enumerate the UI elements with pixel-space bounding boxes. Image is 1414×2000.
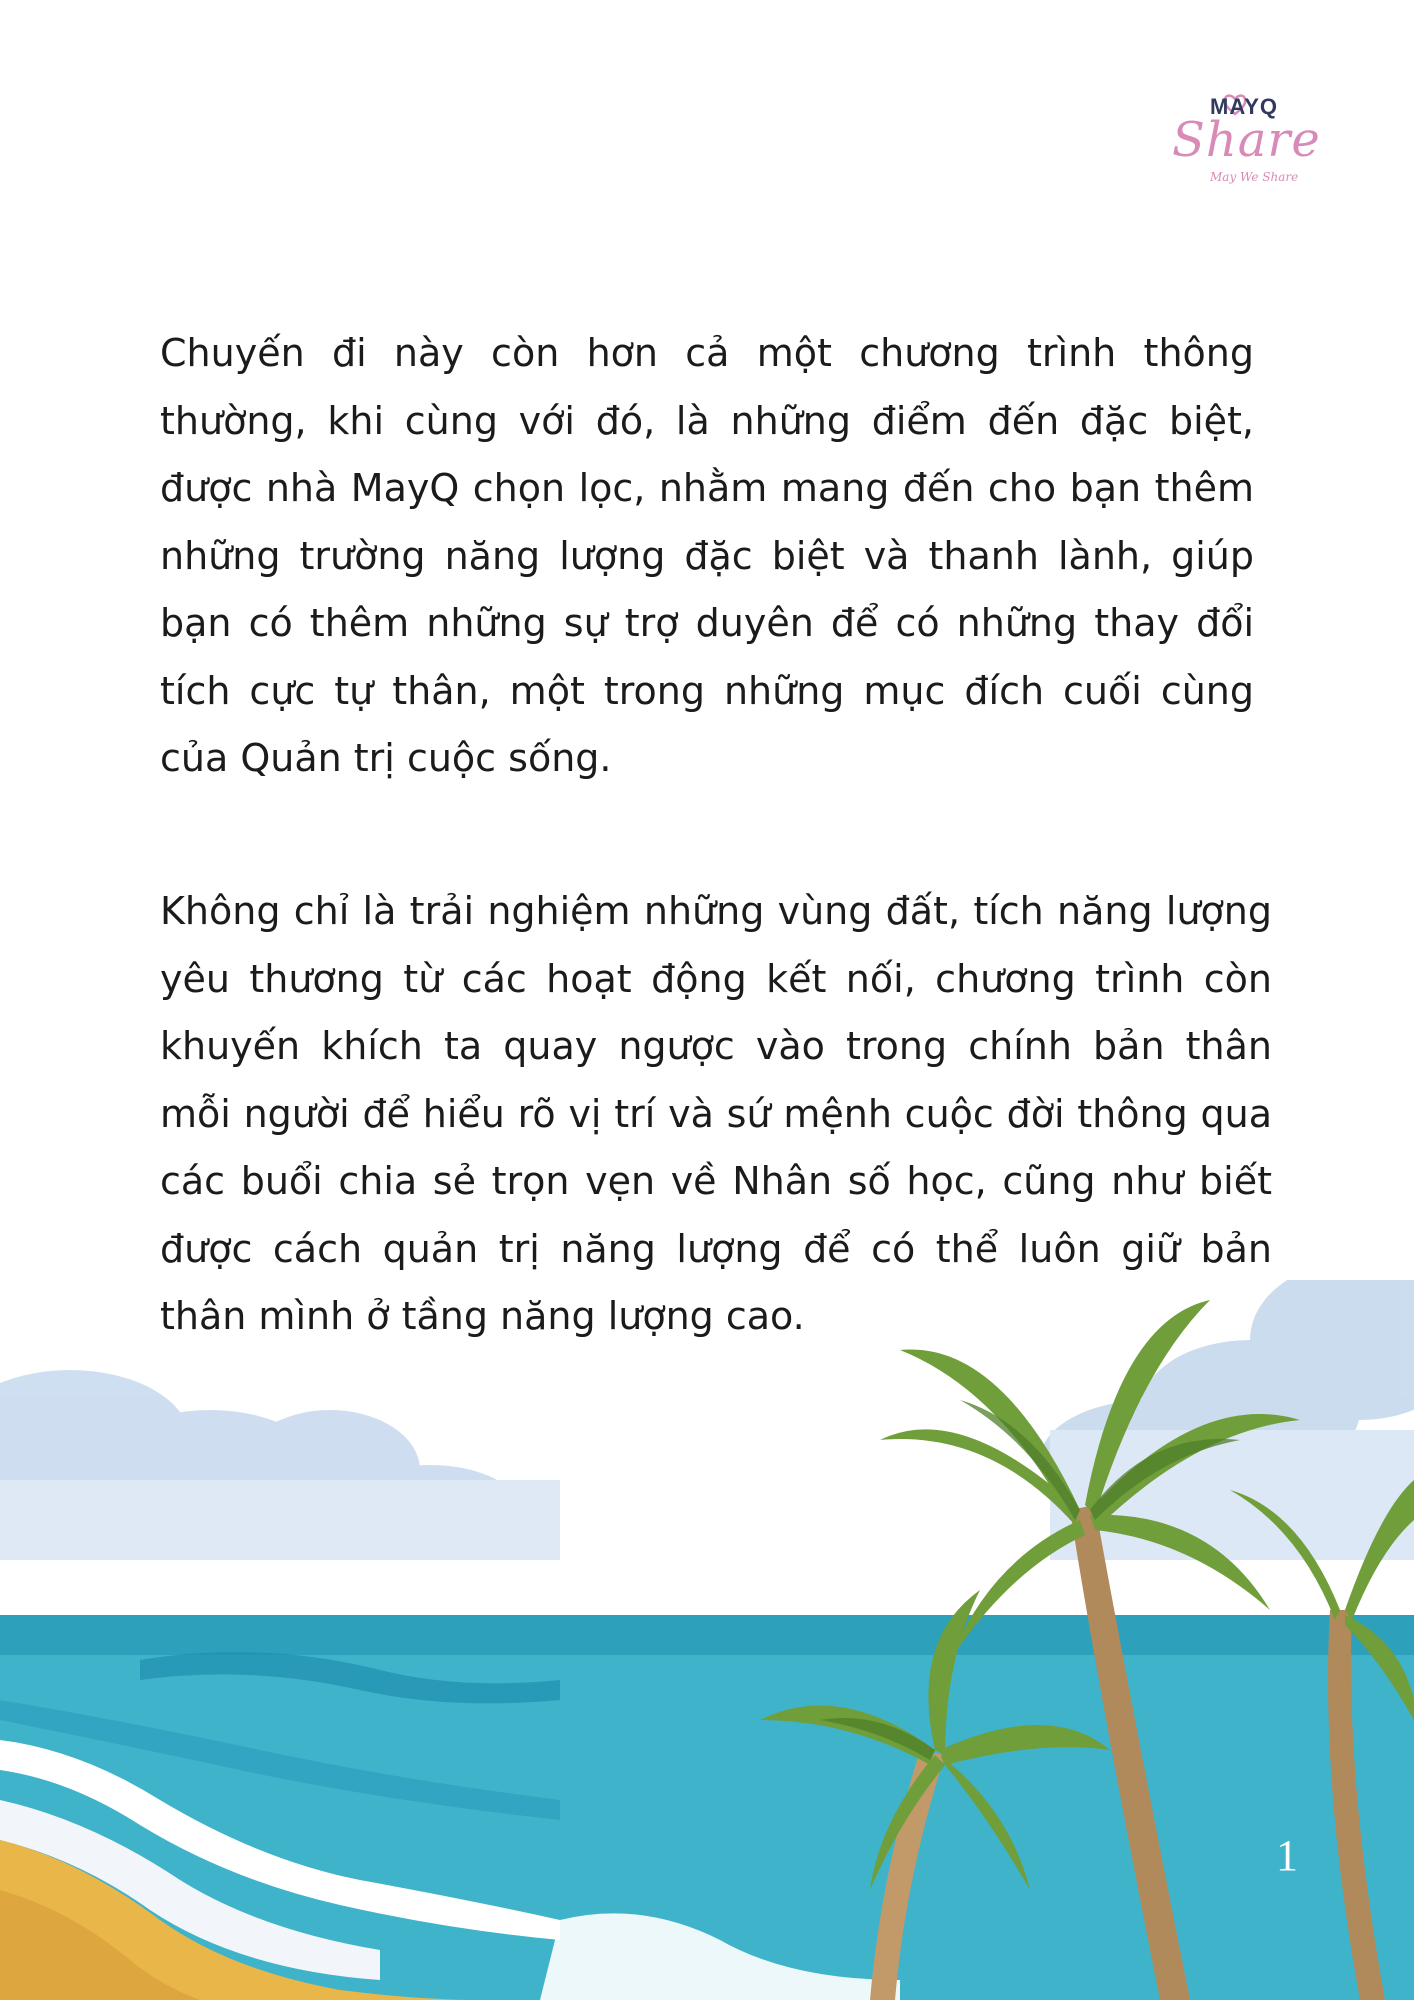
logo-tagline: May We Share — [1210, 170, 1299, 184]
page-number: 1 — [1276, 1831, 1298, 1880]
cloud-left — [0, 1370, 560, 1560]
logo-brand: MAYQ — [1210, 94, 1278, 119]
beach-illustration — [0, 1280, 1414, 2000]
paragraph-experience: Không chỉ là trải nghiệm những vùng đất, tích năng lượng yêu thương từ các hoạt động kết nối, chương trình còn khuyến khích ta quay ngược vào trong chính bản thân mỗi người để hiểu rõ vị trí và sứ mệnh cuộc đời thông qua các buổi chia sẻ trọn vẹn về Nhân số học, cũng như biết được cách quản trị năng lượng để có thể luôn giữ bản thân mình ở tầng năng lượng cao. — [160, 889, 1272, 1338]
logo-name: Share — [1172, 112, 1321, 168]
mayq-share-logo — [1160, 92, 1325, 192]
paragraph-intro: Chuyến đi này còn hơn cả một chương trình thông thường, khi cùng với đó, là những điểm đến đặc biệt, được nhà MayQ chọn lọc, nhằm mang đến cho bạn thêm những trường năng lượng đặc biệt và thanh lành, giúp bạn có thêm những sự trợ duyên để có những thay đổi tích cực tự thân, một trong những mục đích cuối cùng của Quản trị cuộc sống. — [160, 331, 1254, 780]
